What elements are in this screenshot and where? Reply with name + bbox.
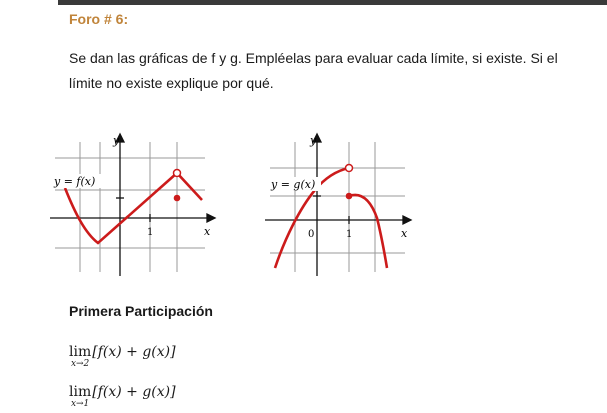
- limit-expression: [69, 345, 176, 369]
- limit-word: lim: [69, 344, 92, 360]
- limit-operator: [69, 385, 91, 409]
- limit-subscript: x→2: [70, 359, 90, 369]
- graph-g-y-label: y: [310, 134, 317, 147]
- graph-f-label: y = f(x): [54, 175, 96, 188]
- limit-subscript: x→1: [70, 399, 90, 409]
- graph-f-tick-1: 1: [147, 227, 154, 238]
- graph-g-tick-1: 1: [346, 229, 353, 240]
- graph-g-origin: 0: [308, 229, 315, 240]
- graph-g-x-label: x: [401, 227, 408, 240]
- limit-body: [f(x) + g(x)]: [92, 384, 176, 400]
- section-title: Primera Participación: [69, 303, 213, 319]
- graph-f: [40, 128, 220, 278]
- limit-body: [f(x) + g(x)]: [92, 344, 176, 360]
- graph-g-label: y = g(x): [271, 178, 316, 191]
- top-bar: [58, 0, 607, 5]
- graph-g: [255, 128, 420, 278]
- prompt-text: Se dan las gráficas de f y g. Empléelas para evaluar cada límite, si existe. Si el límite no existe explique por qué.: [69, 50, 558, 91]
- forum-title: Foro # 6:: [69, 11, 129, 27]
- graph-f-y-label: y: [113, 134, 120, 147]
- graph-f-x-label: x: [204, 225, 211, 238]
- limit-word: lim: [69, 384, 92, 400]
- limit-operator: [69, 345, 91, 369]
- limit-expression: [69, 385, 176, 409]
